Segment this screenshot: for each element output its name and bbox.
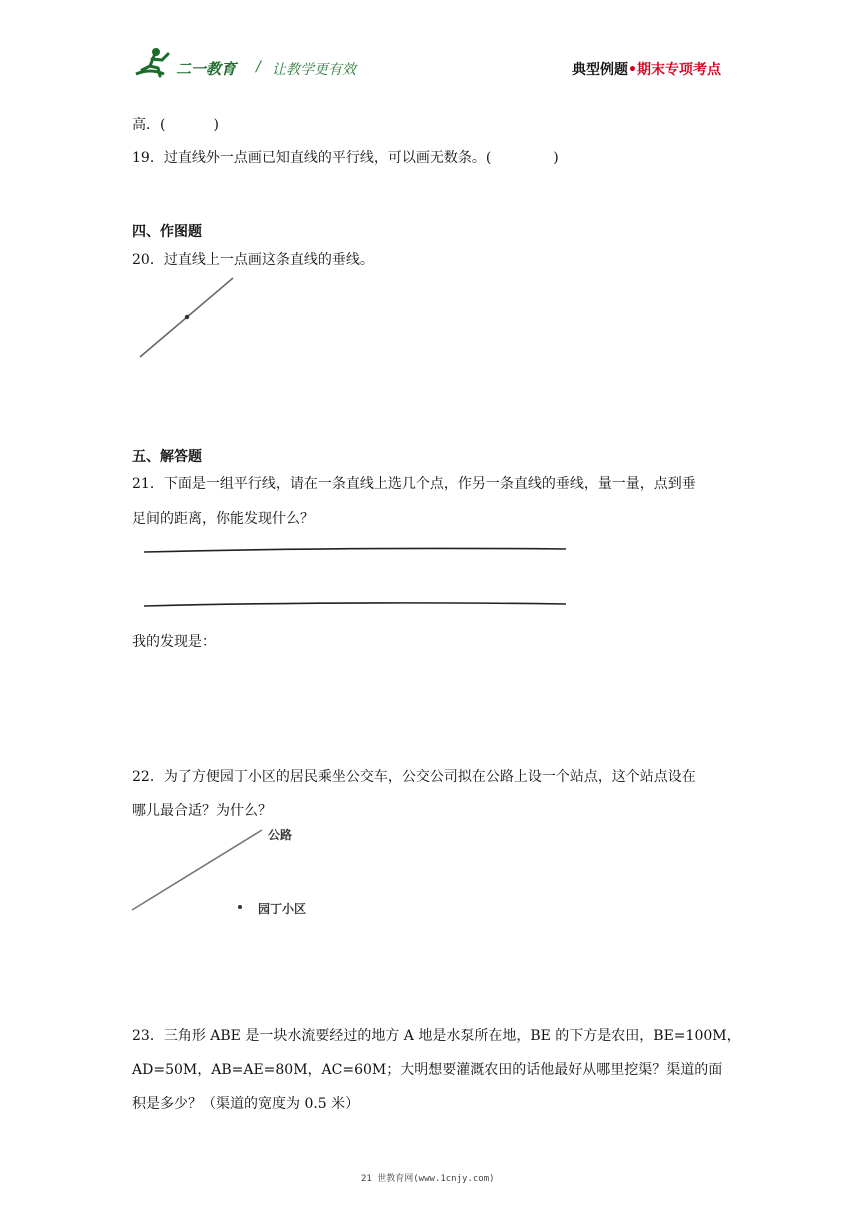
q22-community-label: 园丁小区 bbox=[258, 902, 307, 916]
q19-close-paren: ) bbox=[553, 150, 559, 166]
header-right-title bbox=[572, 59, 721, 79]
q20-line-figure bbox=[130, 270, 250, 365]
logo-text: 二一教育 bbox=[176, 60, 237, 78]
header-separator: / bbox=[256, 59, 261, 75]
q18-close-paren: ) bbox=[213, 117, 219, 133]
q18-tail bbox=[132, 114, 219, 134]
parallel-line-top bbox=[144, 548, 566, 552]
q22-line2: 哪儿最合适？为什么？ bbox=[132, 803, 272, 819]
q22-line1: 22．为了方便园丁小区的居民乘坐公交车，公交公司拟在公路上设一个站点，这个站点设在 bbox=[132, 769, 696, 785]
header-title-dot: • bbox=[628, 62, 637, 78]
q21-finding-label: 我的发现是： bbox=[132, 634, 216, 650]
q19-text: 19．过直线外一点画已知直线的平行线，可以画无数条。( bbox=[132, 150, 492, 166]
q21-line1: 21．下面是一组平行线，请在一条直线上选几个点，作另一条直线的垂线，量一量，点到垂 bbox=[132, 476, 696, 492]
q19 bbox=[132, 147, 559, 167]
header-title-sub: 期末专项考点 bbox=[636, 62, 721, 78]
q20-text: 20．过直线上一点画这条直线的垂线。 bbox=[132, 252, 374, 268]
q18-tail-text: 高．( bbox=[132, 117, 166, 133]
footer-text: 21 世教育网(www.1cnjy.com) bbox=[361, 1174, 495, 1184]
q22-community-point bbox=[238, 905, 242, 909]
header-slogan: 让教学更有效 bbox=[272, 62, 356, 78]
header bbox=[0, 0, 860, 90]
q22-road-line bbox=[132, 830, 262, 910]
q22-road-label: 公路 bbox=[268, 828, 293, 842]
q22-road-figure bbox=[128, 826, 268, 916]
runner-logo-icon bbox=[134, 46, 178, 80]
q20-point bbox=[185, 315, 189, 319]
parallel-line-bottom bbox=[144, 603, 566, 606]
q23-line2: AD=50M，AB=AE=80M，AC=60M；大明想要灌溉农田的话他最好从哪里挖渠？渠道的面 bbox=[132, 1062, 723, 1078]
q21-parallel-lines bbox=[140, 540, 572, 612]
header-title-main: 典型例题 bbox=[572, 62, 628, 78]
q23-line3: 积是多少？（渠道的宽度为 0.5 米） bbox=[132, 1096, 360, 1112]
q23-line1: 23．三角形 ABE 是一块水流要经过的地方 A 地是水泵所在地，BE 的下方是农田，BE=100M， bbox=[132, 1028, 741, 1044]
section-5-title: 五、解答题 bbox=[132, 449, 202, 465]
q21-line2: 足间的距离，你能发现什么？ bbox=[132, 511, 314, 527]
section-4-title: 四、作图题 bbox=[132, 224, 202, 240]
